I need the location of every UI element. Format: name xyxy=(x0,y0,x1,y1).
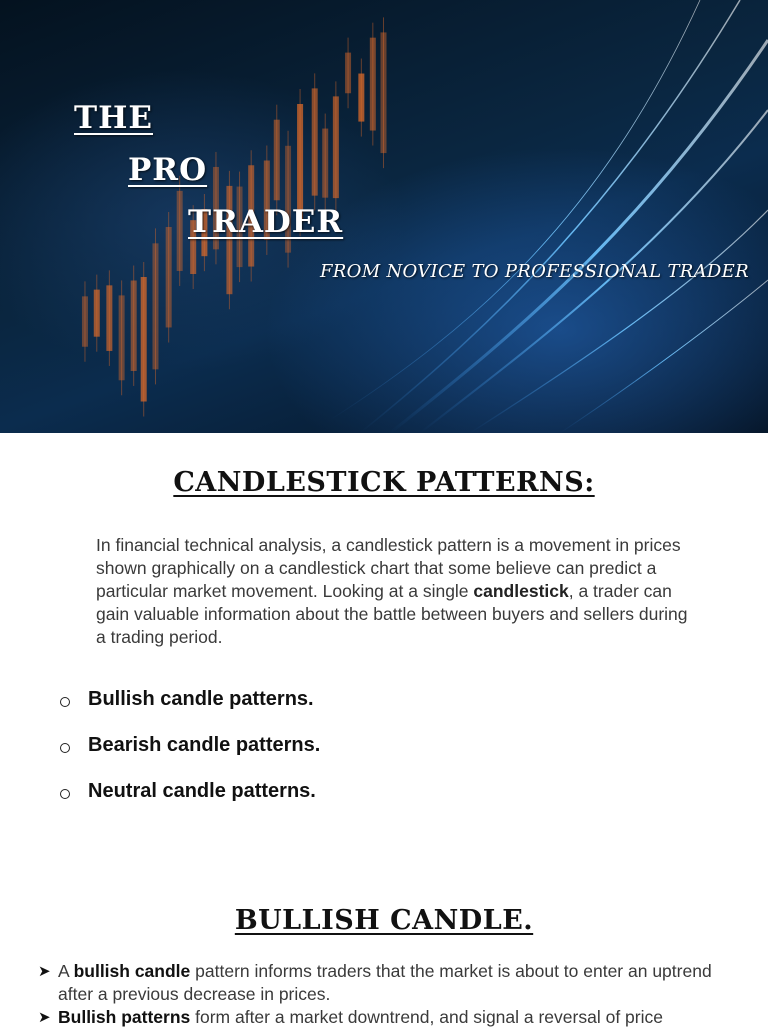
banner-background-art xyxy=(0,0,768,433)
arrow-bullet-icon: ➤ xyxy=(38,963,51,980)
section-heading-candlestick-patterns: CANDLESTICK PATTERNS: xyxy=(173,467,595,498)
decor-candle-body xyxy=(131,281,137,371)
circle-bullet-icon xyxy=(60,789,70,799)
banner-title-line-3: TRADER xyxy=(188,204,344,240)
decor-candle-body xyxy=(106,285,112,351)
list-item xyxy=(38,960,738,1006)
decor-candle-body xyxy=(345,53,351,94)
bullet-text-pre: A xyxy=(58,961,74,981)
bullet-text xyxy=(58,1006,663,1029)
list-item xyxy=(60,722,320,768)
arrow-bullet-icon: ➤ xyxy=(38,1009,51,1026)
intro-paragraph xyxy=(96,534,696,649)
decor-candle-body xyxy=(119,295,125,380)
decor-candle-body xyxy=(166,227,172,327)
banner-title-line-2: PRO xyxy=(128,152,208,188)
banner-title-line-1: THE xyxy=(74,100,153,136)
decor-candle-body xyxy=(226,186,232,294)
bullet-bold-term: Bullish patterns xyxy=(58,1007,191,1027)
decor-candle-body xyxy=(94,290,100,337)
bullet-bold-term: bullish candle xyxy=(73,961,191,981)
decor-candle-body xyxy=(274,120,280,201)
decor-candle-body xyxy=(381,32,387,153)
list-item-label: Bearish candle patterns. xyxy=(88,733,321,756)
list-item-label: Neutral candle patterns. xyxy=(88,779,316,802)
intro-bold-term: candlestick xyxy=(473,581,569,601)
banner-tagline: FROM NOVICE TO PROFESSIONAL TRADER xyxy=(320,261,749,282)
decor-candle-body xyxy=(82,296,88,346)
section-heading-bullish-candle: BULLISH CANDLE. xyxy=(234,905,534,936)
list-item-label: Bullish candle patterns. xyxy=(88,687,314,710)
list-item xyxy=(38,1006,738,1029)
circle-bullet-icon xyxy=(60,697,70,707)
header-banner xyxy=(0,0,768,433)
bullet-text-post: pattern informs traders that the market is about to enter an uptrend after a previous decrease in prices. xyxy=(58,961,712,1004)
list-item xyxy=(60,768,320,814)
decor-candle-body xyxy=(358,74,364,122)
decor-candle-body xyxy=(141,277,147,402)
light-streaks xyxy=(330,0,768,433)
intro-text-start: In financial technical analysis, a candlestick pattern is a movement in prices shown graphically on a candlestick chart that some believe can predict a particular market movement. Looking at a single xyxy=(96,535,681,601)
decor-candle-body xyxy=(312,88,318,195)
pattern-type-list xyxy=(60,676,320,814)
intro-text-end: , a trader can gain valuable information about the battle between buyers and sellers during a trading period. xyxy=(96,581,688,647)
bullet-text xyxy=(58,960,738,1006)
decor-candle-body xyxy=(177,191,183,271)
list-item xyxy=(60,676,320,722)
circle-bullet-icon xyxy=(60,743,70,753)
decor-candle-body xyxy=(152,243,158,369)
decor-candle-body xyxy=(333,96,339,198)
bullish-bullet-list xyxy=(38,960,738,1029)
bullet-text-post: form after a market downtrend, and signal a reversal of price xyxy=(190,1007,663,1027)
decor-candle-body xyxy=(322,129,328,198)
decor-candle-body xyxy=(370,38,376,131)
